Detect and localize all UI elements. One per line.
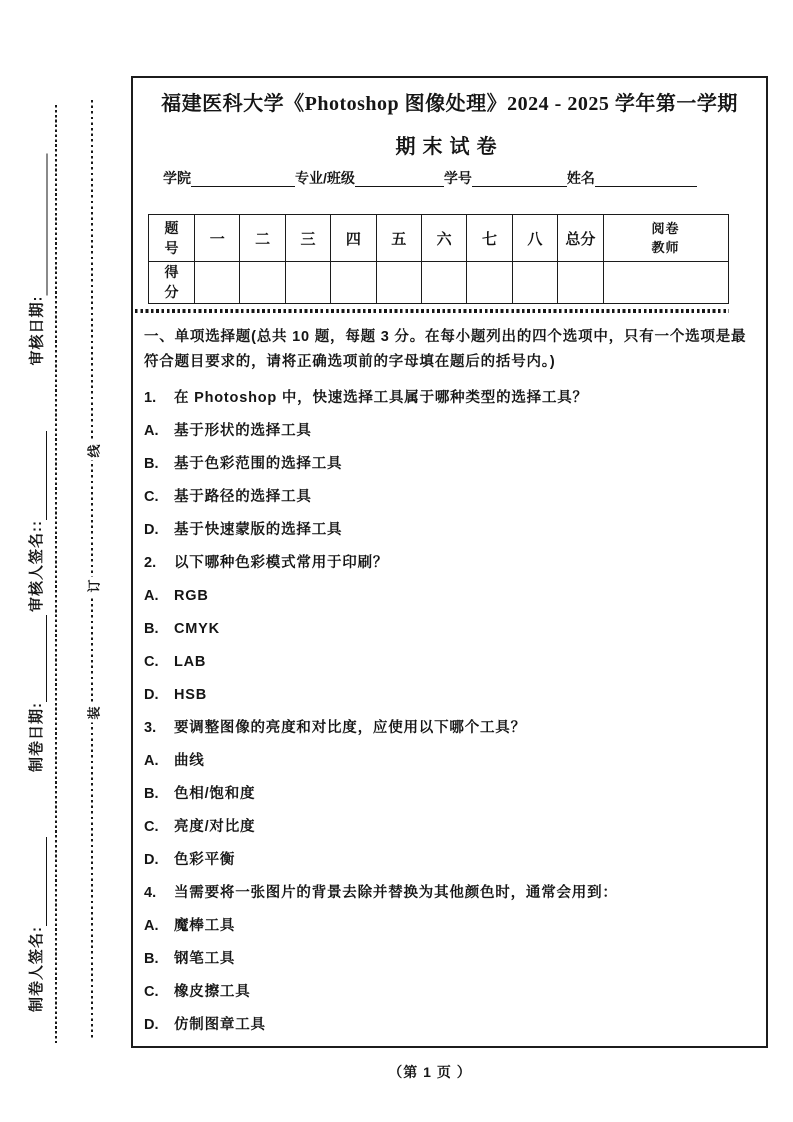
grader-header-cell: 阅卷教师 (603, 215, 728, 262)
question-text: 要调整图像的亮度和对比度，应使用以下哪个工具？ (174, 720, 526, 736)
option-letter: D. (144, 1017, 159, 1033)
option-letter: D. (144, 852, 159, 868)
question-2 (144, 553, 758, 573)
option-letter: A. (144, 753, 159, 769)
audit-date-label (26, 149, 48, 366)
option-letter: B. (144, 621, 159, 637)
audit-signature-label (25, 408, 47, 612)
major-class-label: 专业/班级 (295, 170, 355, 186)
option-text: 魔棒工具 (174, 918, 236, 934)
page-footer: （第 1 页 ） (388, 1064, 472, 1080)
question-number: 4. (144, 885, 157, 901)
binding-dotted-line-left (55, 105, 57, 1043)
column-header-cell: 七 (467, 215, 512, 262)
option-text: 仿制图章工具 (174, 1017, 266, 1033)
column-header-cell: 三 (285, 215, 330, 262)
question-text: 在 Photoshop 中，快速选择工具属于哪种类型的选择工具？ (174, 390, 588, 406)
column-header-cell: 八 (512, 215, 557, 262)
exam-sheet-frame (131, 76, 768, 1048)
column-header-cell: 四 (331, 215, 376, 262)
question-2-option-c (144, 652, 758, 672)
column-header-cell: 六 (421, 215, 466, 262)
total-score-header-cell: 总分 (558, 215, 603, 262)
question-4 (144, 883, 758, 903)
audit-date-text: 审核日期: (28, 295, 46, 366)
audit-signature-blank-line (29, 431, 47, 520)
score-cell (512, 262, 557, 304)
score-cell (376, 262, 421, 304)
dotted-separator (135, 309, 729, 313)
paper-making-date-label (25, 598, 47, 772)
option-text: 亮度/对比度 (174, 819, 256, 835)
question-2-option-b (144, 619, 758, 639)
exam-title: 福建医科大学《Photoshop 图像处理》2024 - 2025 学年第一学期 (161, 93, 738, 115)
question-number: 3. (144, 720, 157, 736)
option-letter: B. (144, 786, 159, 802)
paper-making-date-text: 制卷日期: (28, 702, 45, 772)
option-text: 基于形状的选择工具 (174, 423, 312, 439)
column-header-cell: 五 (376, 215, 421, 262)
audit-signature-text: 审核人签名:: (28, 520, 45, 612)
question-4-option-c (144, 982, 758, 1002)
college-blank-line (191, 170, 295, 187)
option-letter: C. (144, 819, 159, 835)
score-cell (285, 262, 330, 304)
score-table-score-row (149, 262, 729, 304)
option-text: 曲线 (174, 753, 205, 769)
question-1 (144, 388, 758, 408)
question-number-header-cell: 题号 (149, 215, 195, 262)
option-letter: B. (144, 456, 159, 472)
paper-maker-signature-text: 制卷人签名: (28, 926, 45, 1012)
column-header-cell: 一 (195, 215, 240, 262)
student-id-blank-line (472, 170, 567, 187)
binding-char-xian: 线 (79, 442, 107, 461)
question-3-option-d (144, 850, 758, 870)
question-4-option-a (144, 916, 758, 936)
binding-char-zhuang: 装 (79, 704, 107, 723)
question-4-option-d (144, 1015, 758, 1035)
question-number: 1. (144, 390, 157, 406)
option-text: 基于快速蒙版的选择工具 (174, 522, 343, 538)
option-letter: A. (144, 918, 159, 934)
score-cell (240, 262, 285, 304)
binding-char-ding: 订 (79, 577, 107, 596)
option-text: HSB (174, 687, 208, 703)
option-letter: D. (144, 522, 159, 538)
option-text: 钢笔工具 (174, 951, 236, 967)
option-text: RGB (174, 588, 209, 604)
question-1-option-c (144, 487, 758, 507)
student-info-row (163, 169, 726, 187)
name-blank-line (595, 170, 697, 187)
option-text: 橡皮擦工具 (174, 984, 251, 1000)
option-letter: C. (144, 984, 159, 1000)
option-text: CMYK (174, 621, 220, 637)
option-text: 基于路径的选择工具 (174, 489, 312, 505)
score-cell (421, 262, 466, 304)
score-cell (331, 262, 376, 304)
option-text: 基于色彩范围的选择工具 (174, 456, 343, 472)
paper-maker-signature-label (25, 818, 47, 1012)
student-id-label: 学号 (443, 170, 472, 186)
column-header-cell: 二 (240, 215, 285, 262)
option-text: 色相/饱和度 (174, 786, 256, 802)
score-cell (195, 262, 240, 304)
question-text: 以下哪种色彩模式常用于印刷？ (174, 555, 389, 571)
question-3-option-c (144, 817, 758, 837)
score-cell (558, 262, 603, 304)
exam-body (144, 325, 758, 1048)
binding-dotted-line-right (86, 100, 101, 1041)
option-letter: B. (144, 951, 159, 967)
exam-subtitle: 期末试卷 (395, 136, 504, 158)
audit-date-blank-line (30, 154, 48, 296)
question-3-option-b (144, 784, 758, 804)
option-text: LAB (174, 654, 207, 670)
question-text: 当需要将一张图片的背景去除并替换为其他颜色时，通常会用到： (174, 885, 618, 901)
score-table-header-row (149, 215, 729, 262)
score-cell (467, 262, 512, 304)
score-cell (603, 262, 728, 304)
name-label: 姓名 (566, 170, 595, 186)
question-1-option-b (144, 454, 758, 474)
option-text: 色彩平衡 (174, 852, 236, 868)
question-2-option-a (144, 586, 758, 606)
option-letter: C. (144, 489, 159, 505)
paper-making-date-blank-line (29, 615, 47, 702)
section-heading: 一、单项选择题(总共 10 题，每题 3 分。在每小题列出的四个选项中，只有一个选项是最符合题目要求的，请将正确选项前的字母填在题后的括号内。) (144, 329, 747, 370)
option-letter: A. (144, 588, 159, 604)
paper-maker-signature-blank-line (29, 837, 47, 926)
question-3 (144, 718, 758, 738)
question-number: 2. (144, 555, 157, 571)
major-class-blank-line (355, 170, 444, 187)
option-letter: C. (144, 654, 159, 670)
option-letter: A. (144, 423, 159, 439)
college-label: 学院 (163, 170, 191, 186)
score-row-header-cell: 得分 (149, 262, 195, 304)
question-2-option-d (144, 685, 758, 705)
question-3-option-a (144, 751, 758, 771)
score-table (148, 214, 729, 304)
question-1-option-d (144, 520, 758, 540)
option-letter: D. (144, 687, 159, 703)
question-4-option-b (144, 949, 758, 969)
question-1-option-a (144, 421, 758, 441)
